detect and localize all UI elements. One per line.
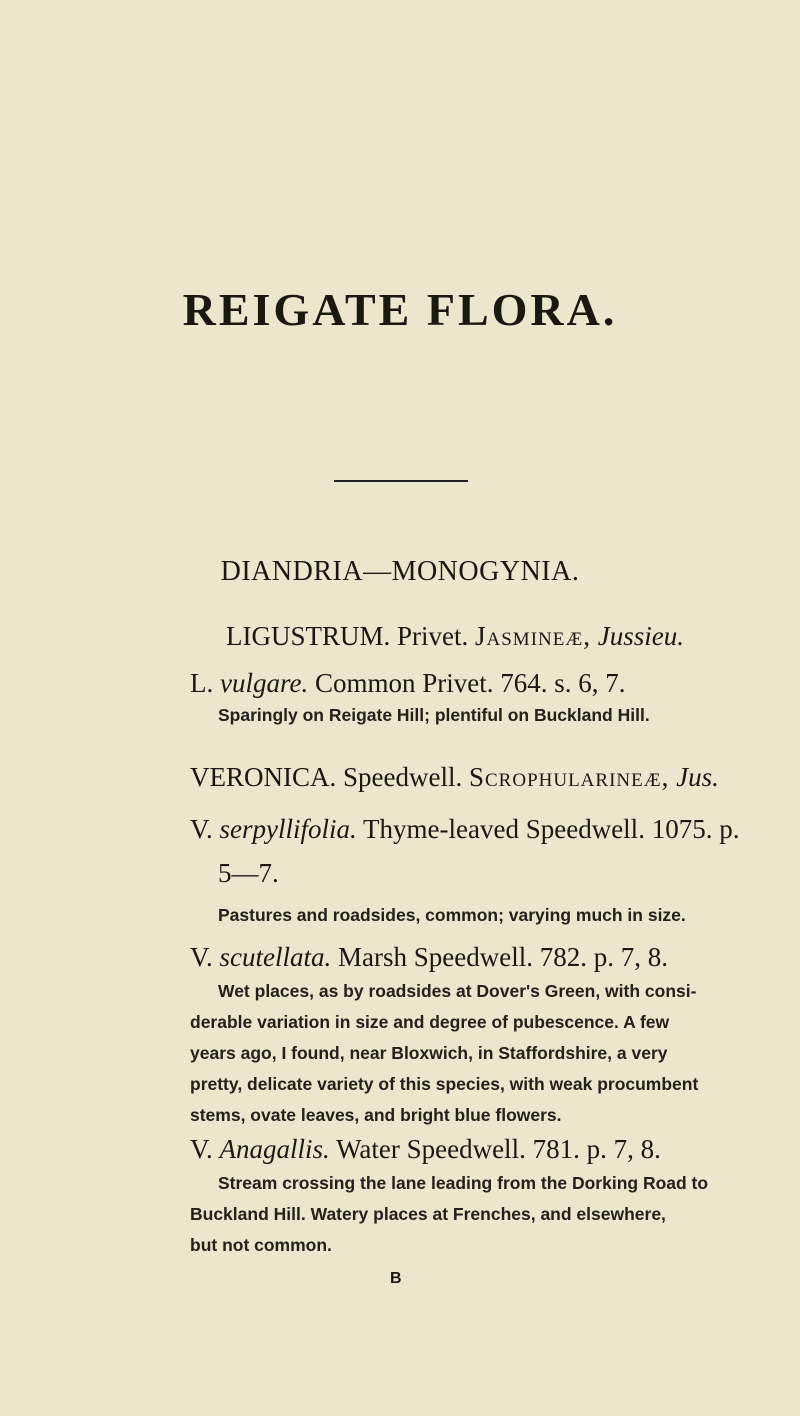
species-entry — [190, 668, 626, 699]
species-entry — [190, 814, 739, 845]
species-genus-abbr: V. — [190, 942, 213, 972]
class-heading: DIANDRIA—MONOGYNIA. — [220, 556, 580, 587]
species-reference: 1075. p. — [651, 814, 740, 844]
species-note — [218, 1168, 708, 1199]
species-common-name: Water Speedwell. — [336, 1134, 526, 1164]
genus-name: LIGUSTRUM. — [226, 621, 391, 651]
species-note — [218, 900, 686, 931]
note-line: Pastures and roadsides, common; varying much in size. — [218, 905, 686, 925]
species-common-name: Common Privet. — [314, 668, 494, 698]
species-reference-continued: 5—7. — [218, 858, 279, 888]
species-note — [218, 700, 650, 731]
species-name: scutellata. — [219, 942, 332, 972]
genus-family: Scrophularineæ, — [468, 762, 670, 792]
species-common-name: Marsh Speedwell. — [338, 942, 533, 972]
species-name: serpyllifolia. — [219, 814, 357, 844]
note-line: years ago, I found, near Bloxwich, in Staffordshire, a very — [190, 1043, 668, 1063]
note-line: Sparingly on Reigate Hill; plentiful on Buckland Hill. — [218, 705, 650, 725]
species-name: vulgare. — [220, 668, 309, 698]
species-genus-abbr: V. — [190, 1134, 213, 1164]
note-line: but not common. — [190, 1235, 332, 1255]
species-reference: 781. p. 7, 8. — [532, 1134, 661, 1164]
species-entry — [190, 1134, 661, 1165]
note-line: stems, ovate leaves, and bright blue flowers. — [190, 1105, 562, 1125]
species-genus-abbr: V. — [190, 814, 213, 844]
genus-heading-ligustrum — [226, 621, 684, 652]
species-note-continued — [190, 1007, 698, 1131]
genus-common-name: Speedwell. — [343, 762, 463, 792]
signature-mark: B — [390, 1270, 402, 1287]
species-reference: 782. p. 7, 8. — [539, 942, 668, 972]
genus-authority: Jussieu. — [597, 621, 684, 651]
species-entry — [190, 942, 668, 973]
genus-common-name: Privet. — [397, 621, 469, 651]
note-line: Wet places, as by roadsides at Dover's Green, with consi- — [218, 981, 697, 1001]
note-line: pretty, delicate variety of this species, with weak procumbent — [190, 1074, 699, 1094]
page-title: REIGATE FLORA. — [182, 284, 618, 335]
species-reference: 764. s. 6, 7. — [500, 668, 626, 698]
species-name: Anagallis. — [219, 1134, 330, 1164]
genus-heading-veronica — [190, 762, 719, 793]
genus-authority: Jus. — [676, 762, 719, 792]
genus-family: Jasmineæ, — [475, 621, 592, 651]
title-rule — [334, 480, 468, 482]
species-note-continued — [190, 1199, 666, 1261]
species-genus-abbr: L. — [190, 668, 214, 698]
species-note — [218, 976, 696, 1007]
note-line: Stream crossing the lane leading from the Dorking Road to — [218, 1173, 709, 1193]
note-line: Buckland Hill. Watery places at Frenches, and elsewhere, — [190, 1204, 666, 1224]
species-common-name: Thyme-leaved Speedwell. — [363, 814, 645, 844]
genus-name: VERONICA. — [190, 762, 337, 792]
note-line: derable variation in size and degree of pubescence. A few — [190, 1012, 670, 1032]
